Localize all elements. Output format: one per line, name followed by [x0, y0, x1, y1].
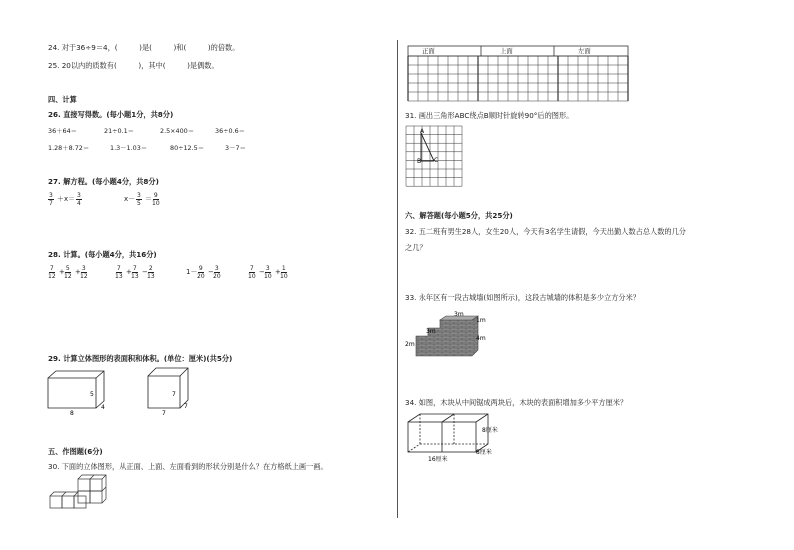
dim-label: 7: [172, 391, 176, 398]
wall-dim: 3m: [426, 328, 436, 335]
calc-item: 21÷0.1＝: [104, 127, 135, 135]
dim-label: 4: [101, 404, 105, 411]
vertex-label: B: [417, 158, 422, 165]
question-29: 29. 计算立体图形的表面积和体积。(单位：厘米)(共5分): [48, 354, 233, 363]
view-grid-paper[interactable]: [408, 46, 630, 104]
section-4-heading: 四、计算: [48, 95, 77, 104]
city-wall-figure: [404, 310, 494, 362]
view-label-front: 正面: [422, 47, 435, 55]
triangle-abc: [406, 126, 464, 188]
fraction: $\frac{7}{13}$: [131, 265, 139, 280]
block-dim: 16厘米: [428, 456, 448, 463]
calc-item: 1.28＋8.72＝: [48, 144, 90, 152]
view-label-top: 上面: [500, 47, 513, 55]
fraction: $\frac{3}{7}$: [49, 192, 53, 207]
equation-text: 1－: [186, 268, 198, 276]
operator: −: [259, 268, 265, 276]
view-label-left: 左面: [578, 47, 591, 55]
operator: +: [59, 268, 65, 276]
fraction: $\frac{7}{13}$: [115, 265, 123, 280]
operator: +: [126, 268, 132, 276]
wall-dim: 1m: [476, 317, 486, 324]
question-30: 30. 下面的立体图形，从正面、上面、左面看到的形状分别是什么？在方格纸上画一画。: [48, 462, 328, 471]
question-26: 26. 直接写得数。(每小题1分，共8分): [48, 110, 174, 119]
calc-item: 36÷0.6＝: [215, 127, 246, 135]
question-25: 25. 20以内的质数有( )，其中( )是偶数。: [48, 61, 219, 70]
operator: +: [275, 268, 281, 276]
fraction: $\frac{3}{5}$: [137, 192, 141, 207]
fraction: $\frac{7}{12}$: [48, 265, 56, 280]
fraction: $\frac{3}{12}$: [80, 265, 88, 280]
wall-dim: 2m: [405, 341, 415, 348]
equation-text: ＋x＝: [57, 195, 76, 203]
block-dim: 8厘米: [482, 427, 498, 434]
question-27: 27. 解方程。(每小题4分，共8分): [48, 177, 159, 186]
wood-block-figure: [404, 412, 504, 468]
fraction: $\frac{3}{4}$: [77, 192, 81, 207]
dim-label: 8: [70, 410, 74, 417]
question-32-line2: 之几？: [405, 243, 427, 252]
question-31: 31. 画出三角形ABC绕点B顺时针旋转90°后的图形。: [405, 111, 574, 120]
operator: −: [142, 268, 148, 276]
operator: +: [75, 268, 81, 276]
stacked-cubes-figure: [48, 478, 108, 514]
column-divider: [397, 40, 398, 518]
question-28: 28. 计算。(每小题4分，共16分): [48, 250, 157, 259]
fraction: $\frac{1}{10}$: [280, 265, 288, 280]
equation-text: x－: [124, 195, 136, 203]
section-6-heading: 六、解答题(每小题5分，共25分): [405, 211, 513, 220]
question-34: 34. 如图，木块从中间锯成两块后，木块的表面积增加多少平方厘米？: [405, 398, 628, 407]
question-24: 24. 对于36÷9＝4，( )是( )和( )的倍数。: [48, 43, 240, 52]
fraction: $\frac{5}{12}$: [64, 265, 72, 280]
question-33: 33. 永年区有一段古城墙(如图所示)，这段古城墙的体积是多少立方分米？: [405, 293, 640, 302]
vertex-label: C: [434, 157, 439, 164]
dim-label: 7: [162, 410, 166, 417]
fraction: $\frac{9}{10}$: [152, 192, 160, 207]
dim-label: 7: [184, 403, 188, 410]
wall-dim: 4m: [476, 335, 486, 342]
fraction: $\frac{7}{10}$: [248, 265, 256, 280]
block-dim: 8厘米: [476, 449, 492, 456]
calc-item: 3－7＝: [225, 144, 246, 152]
fraction: $\frac{3}{20}$: [213, 265, 221, 280]
fraction: $\frac{3}{10}$: [264, 265, 272, 280]
calc-item: 1.3－1.03＝: [110, 144, 148, 152]
operator: −: [208, 268, 214, 276]
dim-label: 5: [90, 391, 94, 398]
calc-item: 36＋64＝: [48, 127, 78, 135]
cuboid-figure: [48, 368, 118, 416]
calc-item: 80÷12.5＝: [170, 144, 205, 152]
calc-item: 2.5×400＝: [160, 127, 195, 135]
section-5-heading: 五、作图题(6分): [48, 447, 103, 456]
fraction: $\frac{2}{13}$: [147, 265, 155, 280]
equation-text: ＝: [145, 195, 152, 203]
cube-figure: [148, 366, 198, 416]
fraction: $\frac{9}{20}$: [197, 265, 205, 280]
question-32-line1: 32. 五二班有男生28人，女生20人，今天有3名学生请假，今天出勤人数占总人数的几分: [405, 227, 686, 236]
wall-dim: 3m: [454, 311, 464, 318]
vertex-label: A: [420, 128, 425, 135]
